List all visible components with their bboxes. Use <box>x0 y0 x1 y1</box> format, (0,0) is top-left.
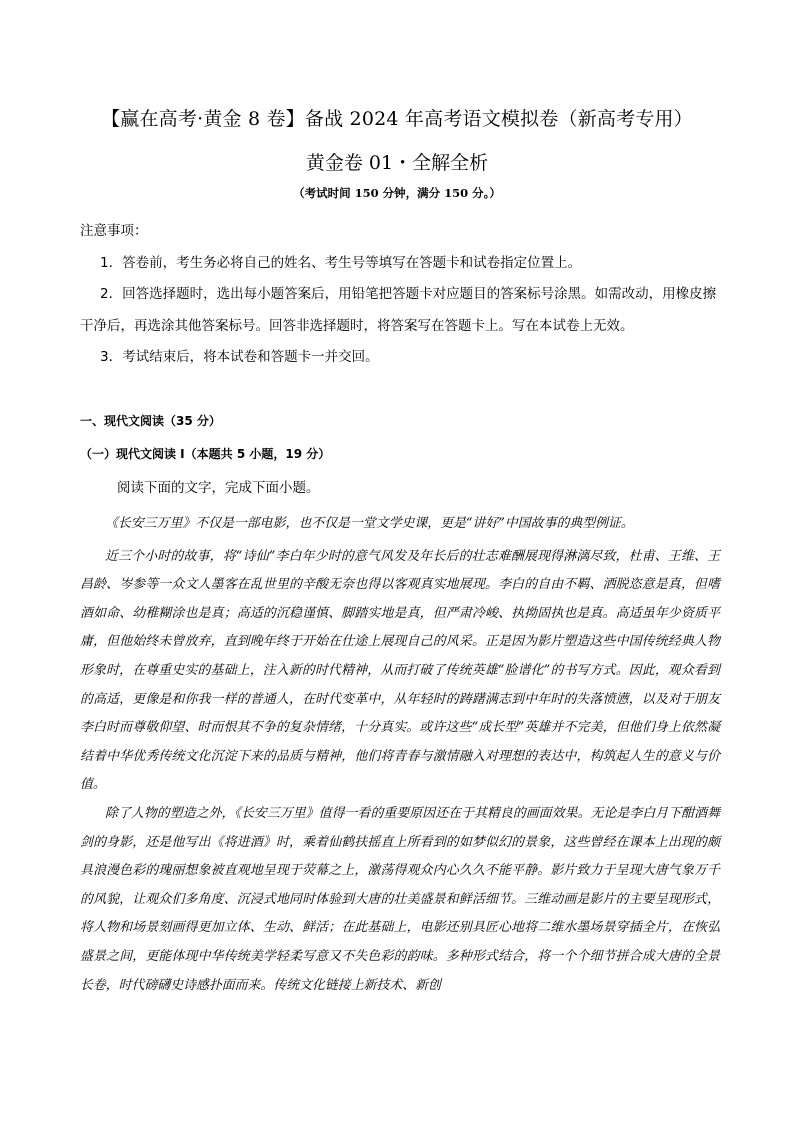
document-subtitle: 黄金卷 01・全解全析 <box>305 152 489 174</box>
notes-item: 3．考试结束后，将本试卷和答题卡一并交回。 <box>100 349 379 365</box>
passage-paragraph: 近三个小时的故事，将“诗仙”李白年少时的意气风发及年长后的壮志难酬展现得淋漓尽致，杜甫、王维、王昌龄、岑参等一众文人墨客在乱世里的辛酸无奈也得以客观真实地展现。李白的自由不羁、洒脱恣意是真，但嗜酒如命、幼稚糊涂也是真；高适的沉稳谨慎、脚踏实地是真，但严肃冷峻、执拗固执也是真。高适虽年少资质平庸，但他始终未曾放弃，直到晚年终于开始在仕途上展现自己的风采。正是因为影片塑造这些中国传统经典人物形象时，在尊重史实的基础上，注入新的时代精神，从而打破了传统英雄“脸谱化”的书写方式。因此，观众看到的高适，更像是和你我一样的普通人，在时代变革中，从年轻时的踌躇满志到中年时的失落愤懑，以及对于朋友李白时而尊敬仰望、时而恨其不争的复杂情绪，十分真实。或许这些“成长型”英雄并不完美，但他们身上依然凝结着中华优秀传统文化沉淀下来的品质与精神，他们将青春与激情融入对理想的表达中，构筑起人生的意义与价值。 <box>80 548 720 793</box>
passage-paragraph: 《长安三万里》不仅是一部电影，也不仅是一堂文学史课，更是“讲好”中国故事的典型例证。 <box>105 516 634 531</box>
notes-item: 2．回答选择题时，选出每小题答案后，用铅笔把答题卡对应题目的答案标号涂黑。如需改动，用橡皮擦干净后，再选涂其他答案标号。回答非选择题时，将答案写在答题卡上。写在本试卷上无效。 <box>80 286 717 334</box>
reading-passage <box>80 510 720 1000</box>
subsection-heading-reading-1: （一）现代文阅读 I（本题共 5 小题，19 分） <box>80 447 331 461</box>
reading-instruction: 阅读下面的文字，完成下面小题。 <box>117 480 320 496</box>
exam-time-note: （考试时间 150 分钟，满分 150 分。） <box>293 186 501 200</box>
notes-item: 1．答卷前，考生务必将自己的姓名、考生号等填写在答题卡和试卷指定位置上。 <box>100 254 582 271</box>
document-title: 【赢在高考·黄金 8 卷】备战 2024 年高考语文模拟卷（新高考专用） <box>101 108 693 130</box>
notes-heading: 注意事项： <box>80 223 148 239</box>
exam-notes <box>80 216 720 374</box>
section-heading-modern-reading: 一、现代文阅读（35 分） <box>80 414 221 428</box>
passage-paragraph: 除了人物的塑造之外，《长安三万里》值得一看的重要原因还在于其精良的画面效果。无论是李白月下酣酒舞剑的身影，还是他写出《将进酒》时，乘着仙鹤扶摇直上所看到的如梦似幻的景象，这些曾经在课本上出现的颇具浪漫色彩的瑰丽想象被直观地呈现于荧幕之上，激荡得观众内心久久不能平静。影片致力于呈现大唐气象万千的风貌，让观众们多角度、沉浸式地同时体验到大唐的壮美盛景和鲜活细节。三维动画是影片的主要呈现形式，将人物和场景刻画得更加立体、生动、鲜活；在此基础上，电影还别具匠心地将二维水墨场景穿插全片，在恢弘盛景之间，更能体现中华传统美学轻柔写意又不失色彩的韵味。多种形式结合，将一个个细节拼合成大唐的全景长卷，时代磅礴史诗感扑面而来。传统文化链接上新技术、新创 <box>80 805 720 993</box>
